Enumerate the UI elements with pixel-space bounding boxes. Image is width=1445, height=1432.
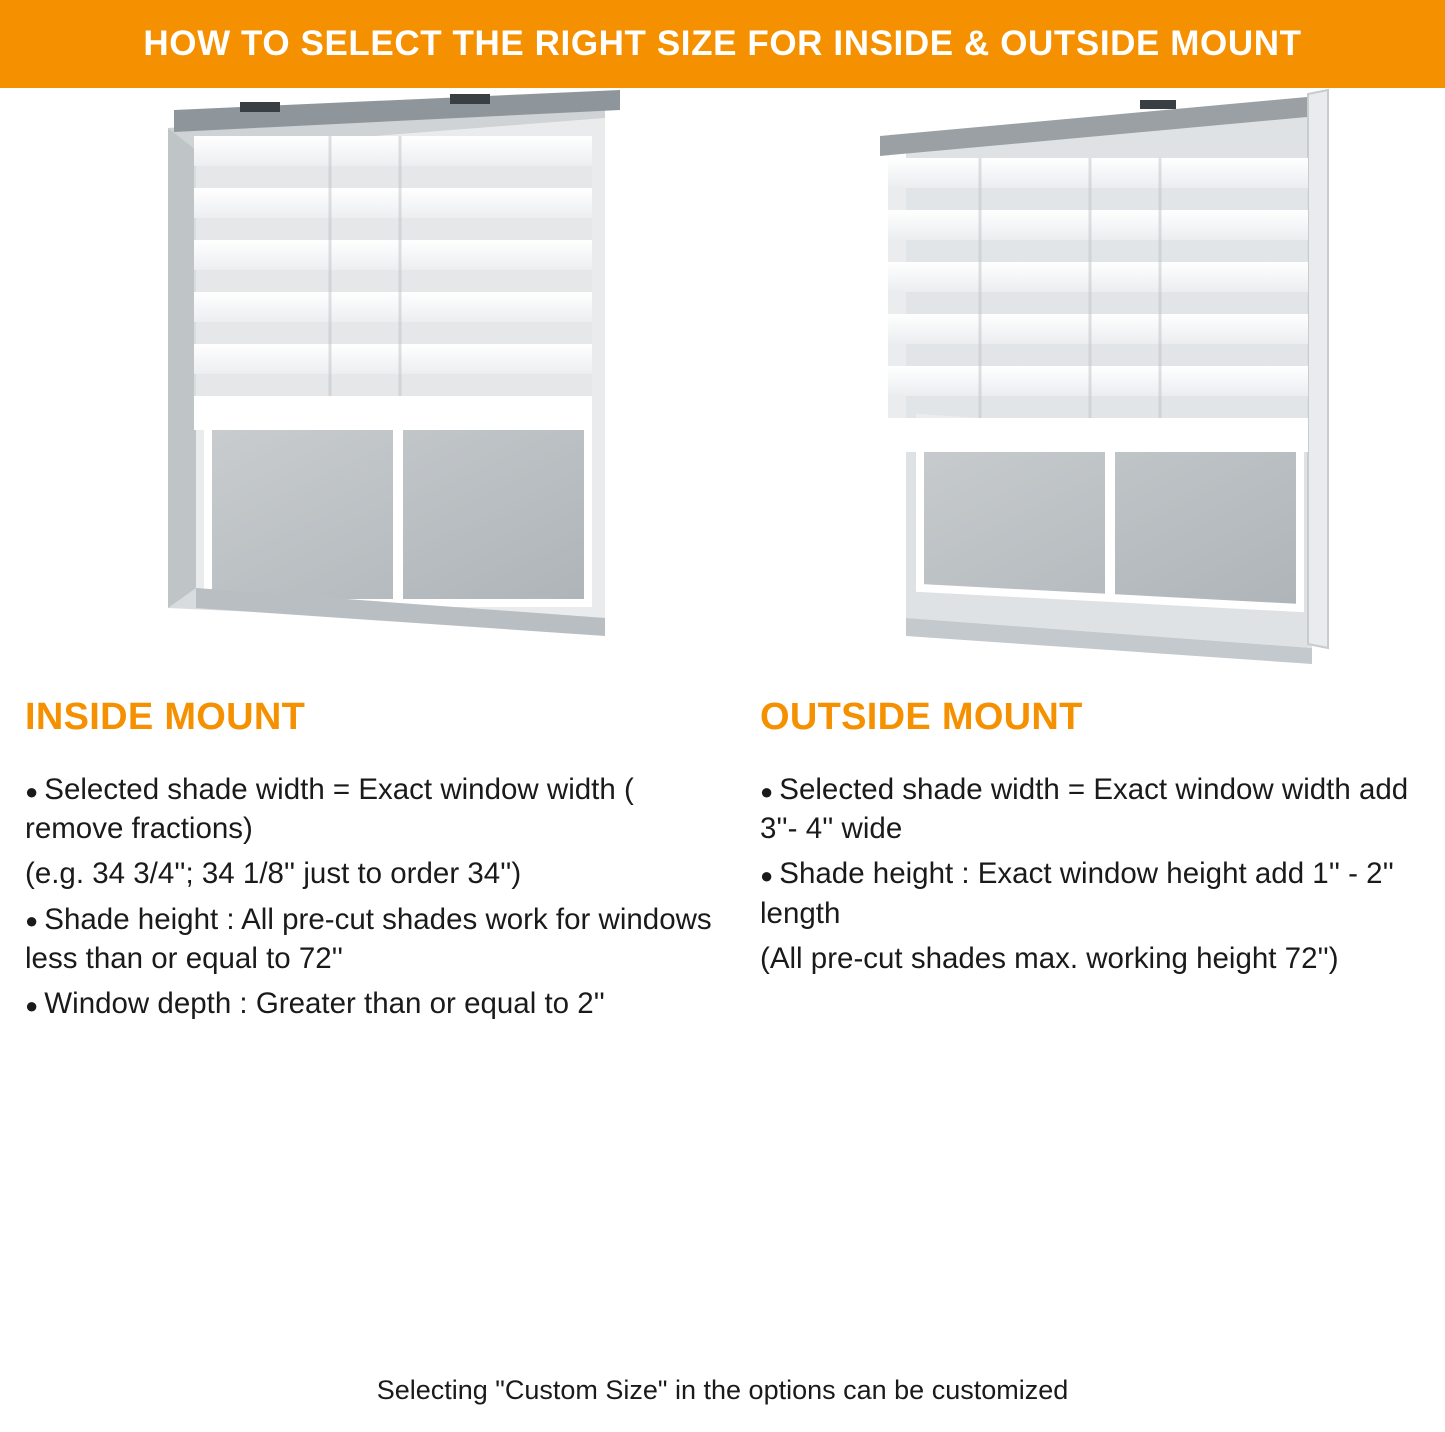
list-item	[760, 939, 1440, 978]
outside-mount-heading: OUTSIDE MOUNT	[760, 696, 1083, 738]
bullet-dot-icon: ●	[760, 778, 774, 804]
list-item	[25, 854, 725, 893]
list-item-text: Shade height : Exact window height add 1'' - 2'' length	[760, 857, 1394, 930]
list-item	[25, 770, 725, 848]
content-columns	[0, 698, 1445, 1318]
inside-mount-heading: INSIDE MOUNT	[25, 696, 306, 738]
header-banner	[0, 0, 1445, 88]
page-title: HOW TO SELECT THE RIGHT SIZE FOR INSIDE & OUTSIDE MOUNT	[143, 24, 1302, 63]
bullet-dot-icon: ●	[760, 863, 774, 889]
footer-note: Selecting "Custom Size" in the options can be customized	[376, 1375, 1069, 1405]
outside-mount-column	[760, 698, 1440, 984]
list-item-text: Selected shade width = Exact window width add 3''- 4'' wide	[760, 773, 1409, 846]
bullet-dot-icon: ●	[25, 908, 39, 934]
list-item-text: Shade height : All pre-cut shades work for windows less than or equal to 72''	[25, 902, 712, 975]
bullet-dot-icon: ●	[25, 778, 39, 804]
list-item-text: Window depth : Greater than or equal to 2''	[44, 987, 605, 1021]
list-item	[25, 900, 725, 978]
illustration-row	[0, 88, 1445, 698]
bullet-dot-icon: ●	[25, 992, 39, 1018]
list-item	[25, 984, 725, 1023]
list-item	[760, 770, 1440, 848]
inside-mount-column	[25, 698, 725, 1029]
list-item-text: (All pre-cut shades max. working height 72'')	[760, 941, 1339, 975]
inside-mount-window-illustration	[150, 88, 620, 698]
list-item-text: (e.g. 34 3/4''; 34 1/8'' just to order 34'')	[25, 857, 522, 891]
outside-mount-bullets	[760, 770, 1440, 978]
list-item-text: Selected shade width = Exact window width ( remove fractions)	[25, 773, 634, 846]
inside-mount-bullets	[25, 770, 725, 1023]
outside-mount-window-illustration	[860, 88, 1330, 698]
list-item	[760, 854, 1440, 932]
